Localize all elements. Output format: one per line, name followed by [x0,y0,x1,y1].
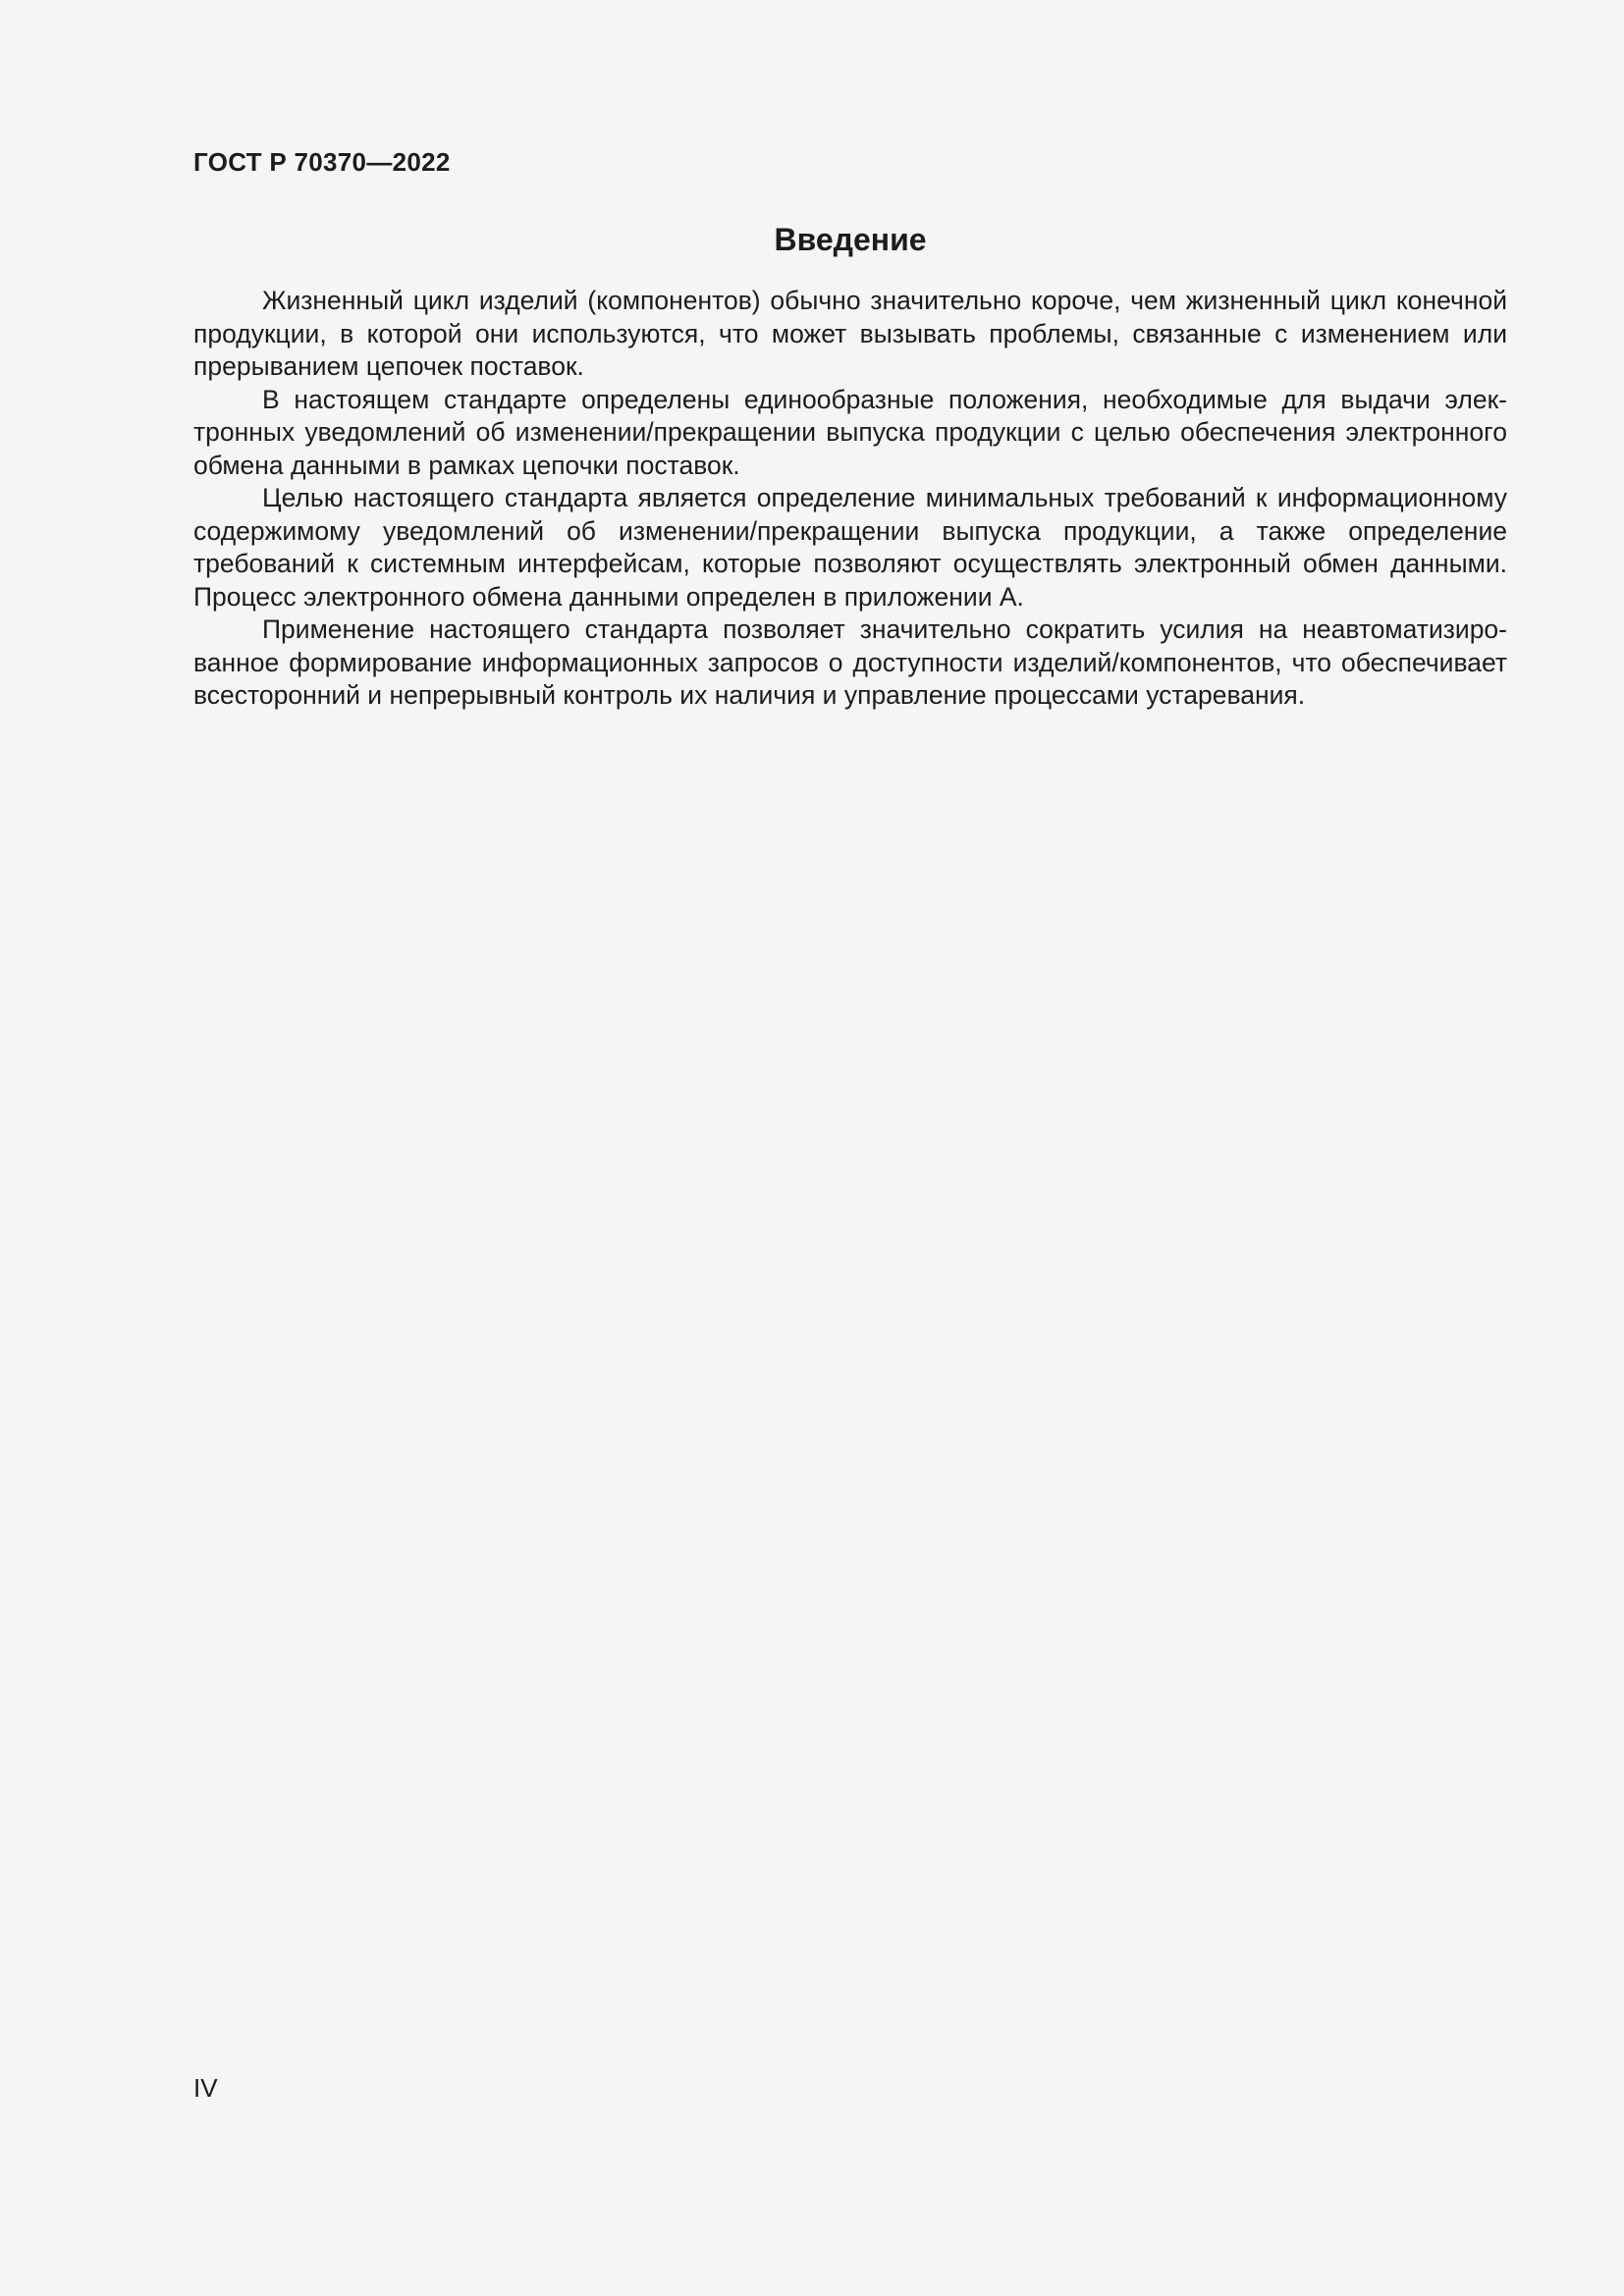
page-number: IV [193,2073,218,2103]
body-text [193,285,1507,713]
paragraph: Целью настоящего стандарта является определение минимальных требований к информационному содержимому уведомлений об изменении/прекращении выпуска продукции, а также определение требований к системным интерфейсам, которые позволяют осуществлять электронный обмен данными. Процесс электронного обмена данными определен в приложении А. [193,483,1507,612]
section-title: Введение [774,222,927,257]
paragraph: В настоящем стандарте определены единообразные положения, необходимые для выдачи электронных уведомлений об изменении/прекращении выпуска продукции с целью обеспечения электронного обмена данными в рамках цепочки поставок. [193,384,1507,480]
paragraph: Жизненный цикл изделий (компонентов) обычно значительно короче, чем жизненный цикл конечной продукции, в которой они используются, что может вызывать проблемы, связанные с изменением или прерыванием цепочек поставок. [193,286,1507,381]
paragraph: Применение настоящего стандарта позволяет значительно сократить усилия на неавтоматизированное формирование информационных запросов о доступности изделий/компонентов, что обеспечивает всесторонний и непрерывный контроль их наличия и управление процессами устаревания. [193,614,1507,710]
document-header: ГОСТ Р 70370—2022 [193,147,451,177]
